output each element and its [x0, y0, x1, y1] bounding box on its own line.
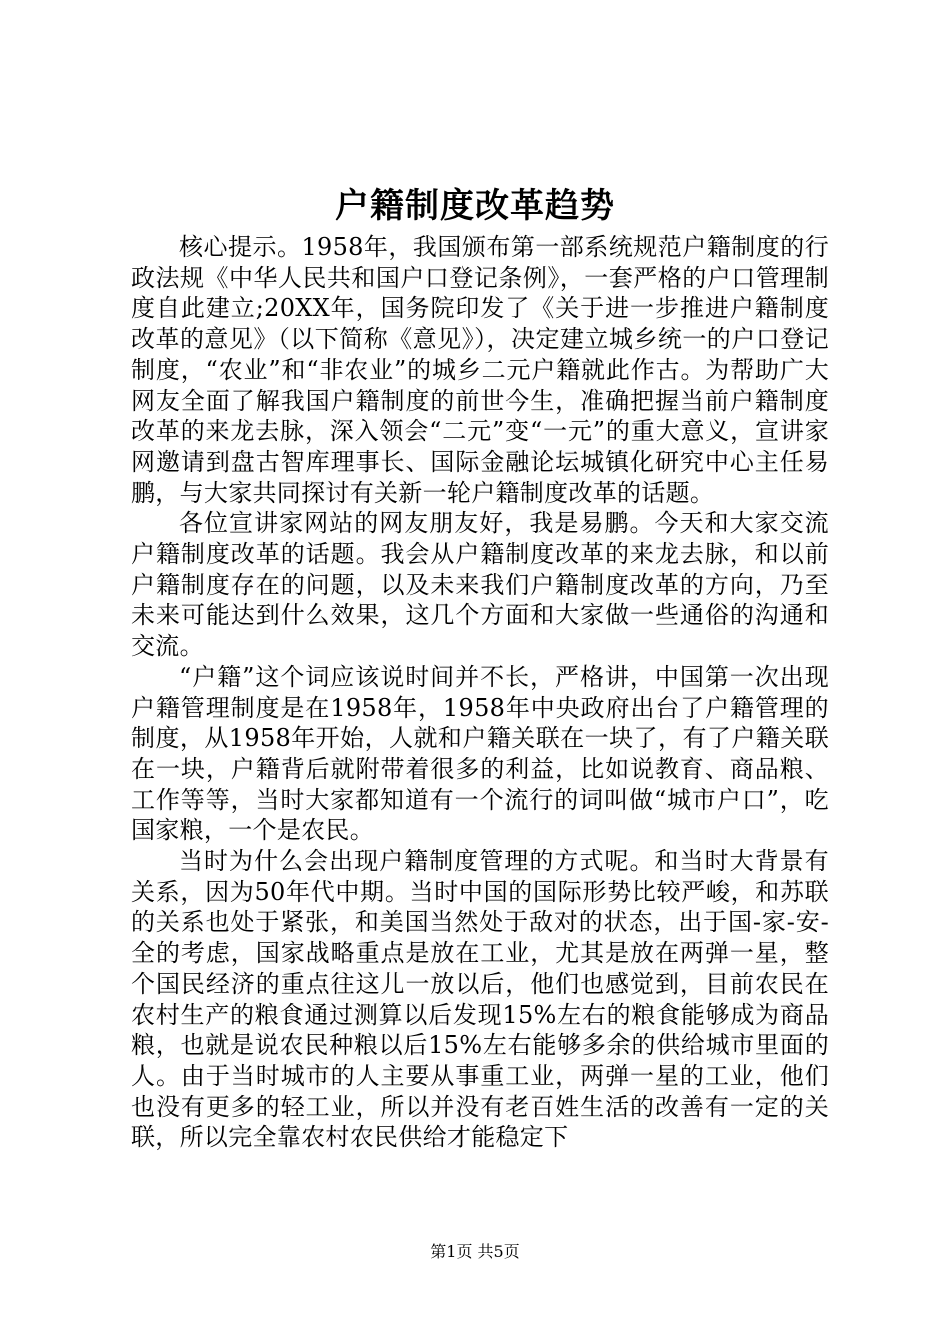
paragraph: 核心提示。1958年，我国颁布第一部系统规范户籍制度的行政法规《中华人民共和国户口登记条例》，一套严格的户口管理制度自此建立;20XX年，国务院印发了《关于进一步推进户籍制度改革的意见》（以下简称《意见》），决定建立城乡统一的户口登记制度，“农业”和“非农业”的城乡二元户籍就此作古。为帮助广大网友全面了解我国户籍制度的前世今生，准确把握当前户籍制度改革的来龙去脉，深入领会“二元”变“一元”的重大意义，宣讲家网邀请到盘古智库理事长、国际金融论坛城镇化研究中心主任易鹏，与大家共同探讨有关新一轮户籍制度改革的话题。	[131, 233, 829, 507]
page-footer: 第1页 共5页	[430, 1242, 520, 1261]
paragraph: 各位宣讲家网站的网友朋友好，我是易鹏。今天和大家交流户籍制度改革的话题。我会从户籍制度改革的来龙去脉，和以前户籍制度存在的问题，以及未来我们户籍制度改革的方向，乃至未来可能达到什么效果，这几个方面和大家做一些通俗的沟通和交流。	[131, 509, 829, 661]
paragraph: “户籍”这个词应该说时间并不长，严格讲，中国第一次出现户籍管理制度是在1958年，1958年中央政府出台了户籍管理的制度，从1958年开始，人就和户籍关联在一块了，有了户籍关联在一块，户籍背后就附带着很多的利益，比如说教育、商品粮、工作等等，当时大家都知道有一个流行的词叫做“城市户口”，吃国家粮，一个是农民。	[131, 662, 829, 845]
document-body	[131, 232, 829, 1153]
document-title: 户籍制度改革趋势	[335, 186, 615, 226]
paragraph: 当时为什么会出现户籍制度管理的方式呢。和当时大背景有关系，因为50年代中期。当时中国的国际形势比较严峻，和苏联的关系也处于紧张，和美国当然处于敌对的状态，出于国-家-安-全的考虑，国家战略重点是放在工业，尤其是放在两弹一星，整个国民经济的重点往这儿一放以后，他们也感觉到，目前农民在农村生产的粮食通过测算以后发现15%左右的粮食能够成为商品粮，也就是说农民种粮以后15%左右能够多余的供给城市里面的人。由于当时城市的人主要从事重工业，两弹一星的工业，他们也没有更多的轻工业，所以并没有老百姓生活的改善有一定的关联，所以完全靠农村农民供给才能稳定下	[131, 847, 829, 1152]
